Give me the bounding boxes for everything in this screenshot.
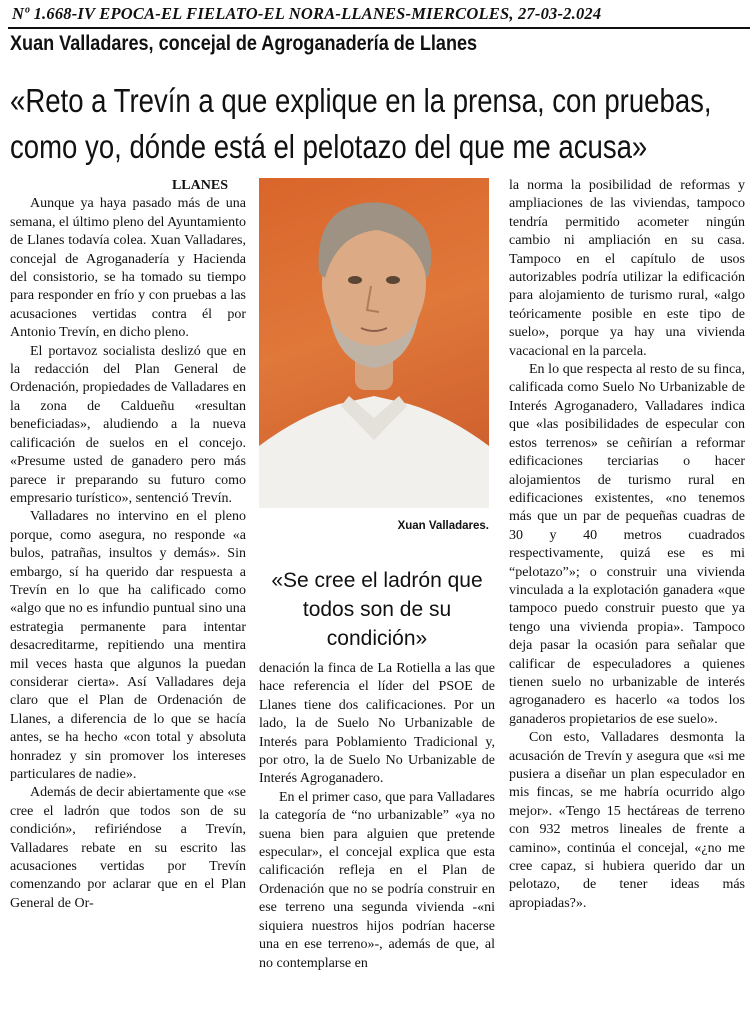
article-column-1 [10, 177, 246, 913]
article-column-3 [509, 177, 745, 913]
paragraph: El portavoz socialista deslizó que en la redacción del Plan General de Ordenación, propiedades de Valladares en la zona de Caldueñu «resultan beneficiadas», aludiendo a la nueva calificación de suelos en el concejo. «Presume usted de ganadero pero más parece ir preparando su futuro como empresario turístico», sentenció Trevín. [10, 343, 246, 506]
article-column-2 [259, 660, 495, 973]
pull-quote-line: condición» [326, 627, 428, 650]
paragraph: Aunque ya haya pasado más de una semana, el último pleno del Ayuntamiento de Llanes todavía colea. Xuan Valladares, concejal de Agroganadería y Hacienda del consistorio, se ha tomado su tiempo para responder en frío y con pruebas a las acusaciones vertidas contra él por Antonio Trevín, en dicho pleno. [10, 196, 246, 341]
headline-line: «Reto a Trevín a que explique en la prensa, con pruebas, [10, 82, 712, 119]
headline [10, 78, 728, 170]
paragraph: Valladares no intervino en el pleno porque, como asegura, no responde «a bulos, patrañas, insultos y demás». Sin embargo, sí ha querido dar respuesta a Trevín en lo que ha calificado como «algo que no es infundio puntual sino una estrategia permanente para intentar desacreditarme, repitiendo una mentira mil veces hasta que algunos la puedan considerar cierta». Así Valladares deja claro que el Plan de Ordenación de Llanes, a diferencia de lo que se hacía antes, se ha hecho «con total y absoluta honradez y sin promover los intereses particulares de nadie». [10, 509, 246, 782]
paragraph: la norma la posibilidad de reformas y ampliaciones de las viviendas, tampoco tendría permitido acometer ningún cambio ni ampliación en su casa. Tampoco en el capítulo de usos autorizables podría utilizar la edificación para alojamiento de turismo rural, «algo teóricamente posible en este tipo de suelo», porque ya hay una vivienda vacacional en la parcela. [509, 178, 745, 359]
paragraph: En el primer caso, que para Valladares la categoría de “no urbanizable” «ya no suena bien para alguien que pretende especular», el concejal explica que esta calificación refleja en el Plan de Ordenación que no se podría construir en ese terreno una segunda vivienda -«ni siquiera nuestros hijos podrían hacerse una en ese terreno»-, además de que, al no contemplarse en [259, 789, 495, 971]
portrait-illustration [259, 178, 489, 508]
masthead-rule [8, 27, 750, 29]
portrait-photo [259, 178, 489, 508]
dateline: LLANES [171, 178, 228, 193]
paragraph: Además de decir abiertamente que «se cree el ladrón que todos son de su condición», refiriéndose a Trevín, Valladares rebate en su escrito las acusaciones vertidas por Trevín comenzando por aclarar que en el Plan General de Or- [10, 785, 246, 911]
masthead: Nº 1.668-IV EPOCA-EL FIELATO-EL NORA-LLANES-MIERCOLES, 27-03-2.024 [12, 4, 602, 23]
photo-caption: Xuan Valladares. [397, 520, 489, 532]
paragraph: En lo que respecta al resto de su finca, calificada como Suelo No Urbanizable de Interés Agroganadero, Valladares indica que «las posibilidades de especular con estos terrenos» se ceñirían a reformar edificaciones terciarias o hacer alojamientos de turismo rural en edificaciones existentes, «no tenemos más que un par de pequeñas cuadras de 30 y 40 metros cuadrados respectivamente, quizá ese es mi “pelotazo”»; o construir una vivienda vinculada a la explotación ganadera «que tampoco puedo construir puesto que ya tengo una vivienda propia». Tampoco deja pasar la ocasión para señalar que calificar de especuladores a quienes tienen suelo no urbanizable de interés agroganadero es hacerlo «a todos los ganaderos propietarios de ese suelo». [509, 362, 745, 727]
pull-quote-line: «Se cree el ladrón que [271, 569, 483, 592]
headline-line: como yo, dónde está el pelotazo del que me acusa» [10, 128, 648, 165]
pull-quote [259, 566, 495, 653]
paragraph: denación la finca de La Rotiella a las que hace referencia el líder del PSOE de Llanes tiene dos calificaciones. Por un lado, la de Suelo No Urbanizable de Interés para Poblamiento Tradicional y, por otro, la de Suelo No Urbanizable de Interés Agroganadero. [259, 661, 495, 787]
paragraph: Con esto, Valladares desmonta la acusación de Trevín y asegura que «si me pusiera a diseñar un plan especulador en mis fincas, se me habría ocurrido algo mejor». «Tengo 15 hectáreas de terreno con 932 metros lineales de frente a camino», continúa el concejal, «¿no me cree capaz, si hubiera querido dar un pelotazo, de tener ideas más apropiadas?». [509, 730, 745, 911]
pull-quote-line: todos son de su [302, 598, 452, 621]
kicker: Xuan Valladares, concejal de Agroganadería de Llanes [10, 32, 478, 55]
